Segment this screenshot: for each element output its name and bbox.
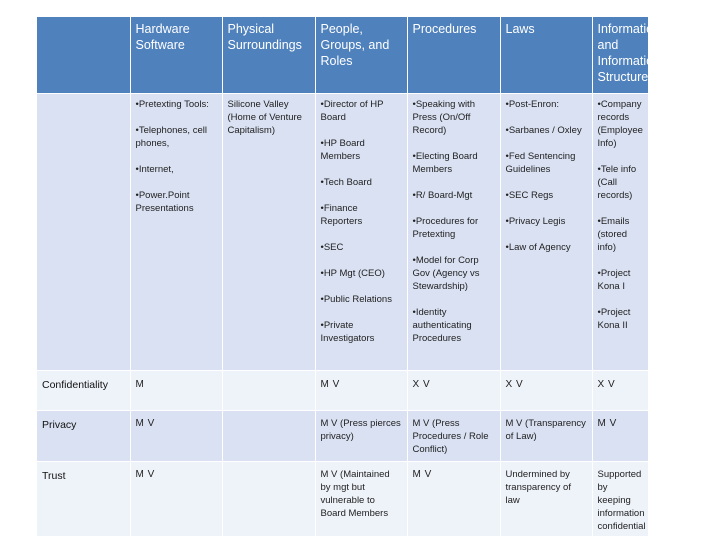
header-laws: Laws <box>500 17 592 94</box>
cell-hardware: M V <box>130 411 222 462</box>
list-item: •Power.Point Presentations <box>135 190 194 214</box>
list-item: •Privacy Legis <box>505 216 566 227</box>
list-item: •SEC <box>320 242 344 253</box>
cell-information: X V <box>592 371 648 411</box>
list-item: •Identity authenticating Procedures <box>412 307 472 344</box>
list-item: •Telephones, cell phones, <box>135 125 207 149</box>
table-row <box>37 371 648 411</box>
list-item: •Director of HP Board <box>320 99 384 123</box>
list-item: Silicone Valley (Home of Venture Capitalism) <box>227 99 302 136</box>
cell-hardware: M <box>130 371 222 411</box>
cell-physical <box>222 462 315 537</box>
cell-information: Supported by keeping information confidential <box>592 462 648 537</box>
elements-row-label <box>37 94 130 371</box>
header-hardware: Hardware Software <box>130 17 222 94</box>
cell-procedures: M V (Press Procedures / Role Conflict) <box>407 411 500 462</box>
list-item: •HP Board Members <box>320 138 365 162</box>
elements-row <box>37 94 648 371</box>
header-information: Information and Information Structures <box>592 17 648 94</box>
cell-laws: M V (Transparency of Law) <box>500 411 592 462</box>
cell-physical <box>222 411 315 462</box>
hardware-list <box>130 94 222 371</box>
list-item: •Company records (Employee Info) <box>597 99 643 149</box>
list-item: •Tele info (Call records) <box>597 164 637 201</box>
header-row <box>37 17 648 94</box>
cell-people: M V (Press pierces privacy) <box>315 411 407 462</box>
table-row <box>37 411 648 462</box>
row-label: Privacy <box>37 411 130 462</box>
list-item: •Fed Sentencing Guidelines <box>505 151 576 175</box>
cell-hardware: M V <box>130 462 222 537</box>
header-corner <box>37 17 130 94</box>
list-item: •Electing Board Members <box>412 151 478 175</box>
cell-people: M V <box>315 371 407 411</box>
header-procedures: Procedures <box>407 17 500 94</box>
list-item: •R/ Board-Mgt <box>412 190 473 201</box>
list-item: •Model for Corp Gov (Agency vs Stewardship) <box>412 255 480 292</box>
stakeholder-matrix-table <box>37 17 661 537</box>
list-item: •Procedures for Pretexting <box>412 216 479 240</box>
list-item: •Post-Enron: <box>505 99 559 110</box>
cell-procedures: M V <box>407 462 500 537</box>
header-physical: Physical Surroundings <box>222 17 315 94</box>
list-item: •SEC Regs <box>505 190 554 201</box>
list-item: •Law of Agency <box>505 242 571 253</box>
people-list <box>315 94 407 371</box>
cell-physical <box>222 371 315 411</box>
row-label: Confidentiality <box>37 371 130 411</box>
information-list <box>592 94 648 371</box>
cell-information: M V <box>592 411 648 462</box>
list-item: •Project Kona I <box>597 268 631 292</box>
list-item: •Public Relations <box>320 294 392 305</box>
header-people: People, Groups, and Roles <box>315 17 407 94</box>
cell-procedures: X V <box>407 371 500 411</box>
list-item: •Sarbanes / Oxley <box>505 125 582 136</box>
list-item: •Pretexting Tools: <box>135 99 209 110</box>
cell-people: M V (Maintained by mgt but vulnerable to Board Members <box>315 462 407 537</box>
list-item: •Tech Board <box>320 177 372 188</box>
list-item: •Project Kona II <box>597 307 631 331</box>
list-item: •HP Mgt (CEO) <box>320 268 385 279</box>
list-item: •Private Investigators <box>320 320 375 344</box>
procedures-list <box>407 94 500 371</box>
cell-laws: X V <box>500 371 592 411</box>
list-item: •Finance Reporters <box>320 203 363 227</box>
table-row <box>37 462 648 537</box>
cell-laws: Undermined by transparency of law <box>500 462 592 537</box>
physical-cell <box>222 94 315 371</box>
list-item: •Speaking with Press (On/Off Record) <box>412 99 475 136</box>
list-item: •Emails (stored info) <box>597 216 630 253</box>
list-item: •Internet, <box>135 164 174 175</box>
row-label: Trust <box>37 462 130 537</box>
laws-list <box>500 94 592 371</box>
